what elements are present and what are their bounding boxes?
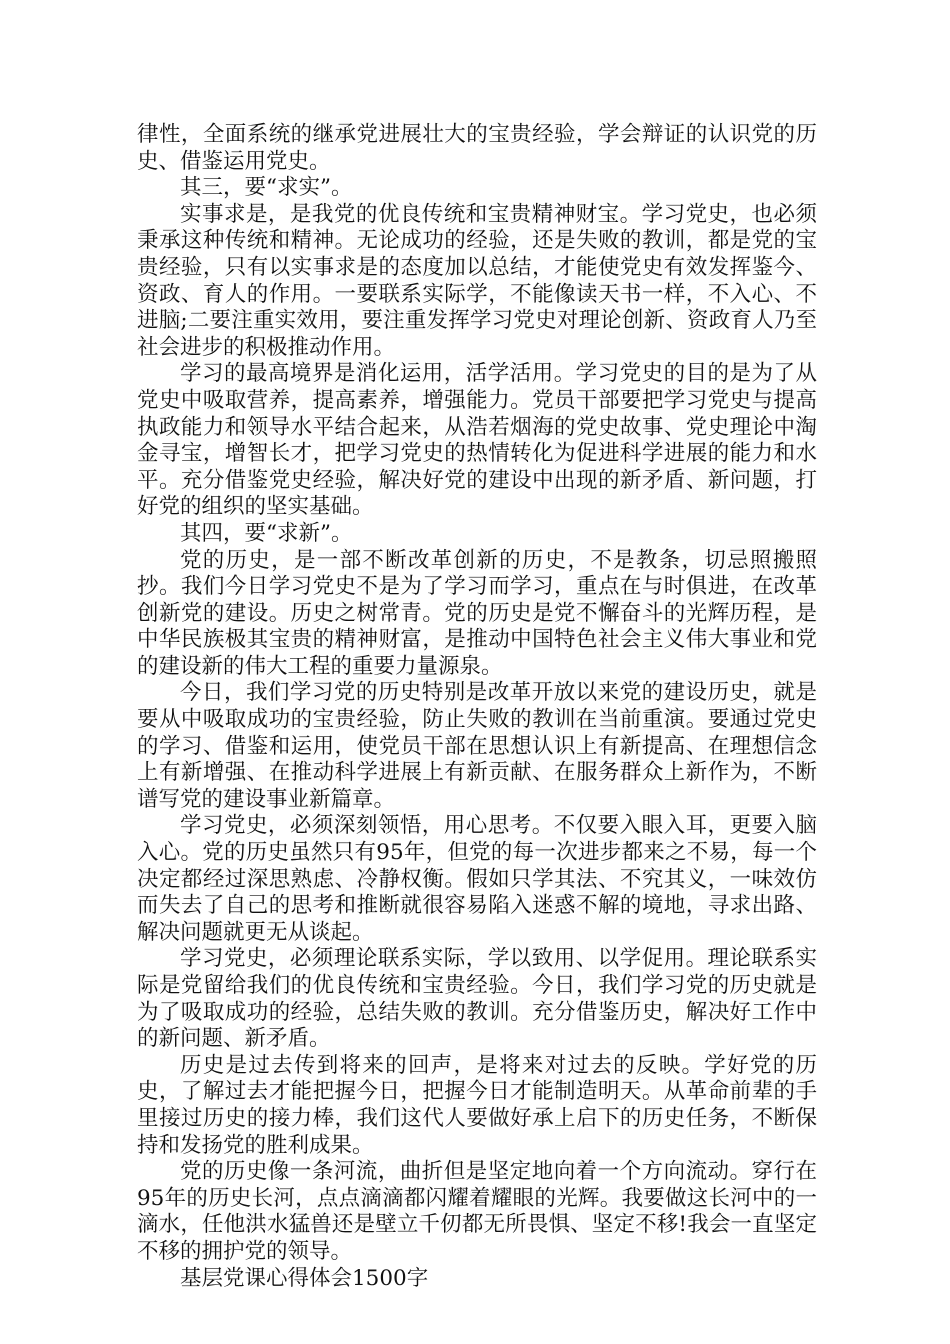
section-heading-four: 其四，要“求新”。	[180, 520, 353, 546]
paragraph: 实事求是，是我党的优良传统和宝贵精神财宝。学习党史，也必须秉承这种传统和精神。无论成功的经验，还是失败的教训，都是党的宝贵经验，只有以实事求是的态度加以总结，才能使党史有效发挥鉴今、资政、育人的作用。一要联系实际学，不能像读天书一样，不入心、不进脑;二要注重实效用，要注重发挥学习党史对理论创新、资政育人乃至社会进步的积极推动作用。	[137, 201, 817, 360]
paragraph: 学习党史，必须理论联系实际，学以致用、以学促用。理论联系实际是党留给我们的优良传统和宝贵经验。今日，我们学习党的历史就是为了吸取成功的经验，总结失败的教训。充分借鉴历史，解决好工作中的新问题、新矛盾。	[137, 946, 817, 1052]
paragraph: 今日，我们学习党的历史特别是改革开放以来党的建设历史，就是要从中吸取成功的宝贵经验，防止失败的教训在当前重演。要通过党史的学习、借鉴和运用，使党员干部在思想认识上有新提高、在理想信念上有新增强、在推动科学进展上有新贡献、在服务群众上新作为，不断谱写党的建设事业新篇章。	[137, 680, 817, 812]
paragraph: 学习党史，必须深刻领悟，用心思考。不仅要入眼入耳，更要入脑入心。党的历史虽然只有95年，但党的每一次进步都来之不易，每一个决定都经过深思熟虑、冷静权衡。假如只学其法、不究其义，一味效仿而失去了自己的思考和推断就很容易陷入迷惑不解的境地，寻求出路、解决问题就更无从谈起。	[137, 813, 817, 945]
paragraph: 学习的最高境界是消化运用，活学活用。学习党史的目的是为了从党史中吸取营养，提高素养，增强能力。党员干部要把学习党史与提高执政能力和领导水平结合起来，从浩若烟海的党史故事、党史理论中淘金寻宝，增智长才，把学习党史的热情转化为促进科学进展的能力和水平。充分借鉴党史经验，解决好党的建设中出现的新矛盾、新问题，打好党的组织的坚实基础。	[137, 361, 817, 520]
next-article-title: 基层党课心得体会1500字	[180, 1265, 429, 1291]
paragraph: 历史是过去传到将来的回声，是将来对过去的反映。学好党的历史，了解过去才能把握今日，把握今日才能制造明天。从革命前辈的手里接过历史的接力棒，我们这代人要做好承上启下的历史任务，不断保持和发扬党的胜利成果。	[137, 1052, 817, 1158]
section-heading-three: 其三，要“求实”。	[180, 175, 353, 201]
document-body	[137, 122, 817, 1292]
paragraph: 党的历史，是一部不断改革创新的历史，不是教条，切忌照搬照抄。我们今日学习党史不是为了学习而学习，重点在与时俱进，在改革创新党的建设。历史之树常青。党的历史是党不懈奋斗的光辉历程，是中华民族极其宝贵的精神财富，是推动中国特色社会主义伟大事业和党的建设新的伟大工程的重要力量源泉。	[137, 547, 817, 679]
paragraph-continuation: 律性，全面系统的继承党进展壮大的宝贵经验，学会辩证的认识党的历史、借鉴运用党史。	[137, 122, 817, 174]
paragraph: 党的历史像一条河流，曲折但是坚定地向着一个方向流动。穿行在95年的历史长河，点点滴滴都闪耀着耀眼的光辉。我要做这长河中的一滴水，任他洪水猛兽还是壁立千仞都无所畏惧、坚定不移!我会一直坚定不移的拥护党的领导。	[137, 1159, 817, 1264]
